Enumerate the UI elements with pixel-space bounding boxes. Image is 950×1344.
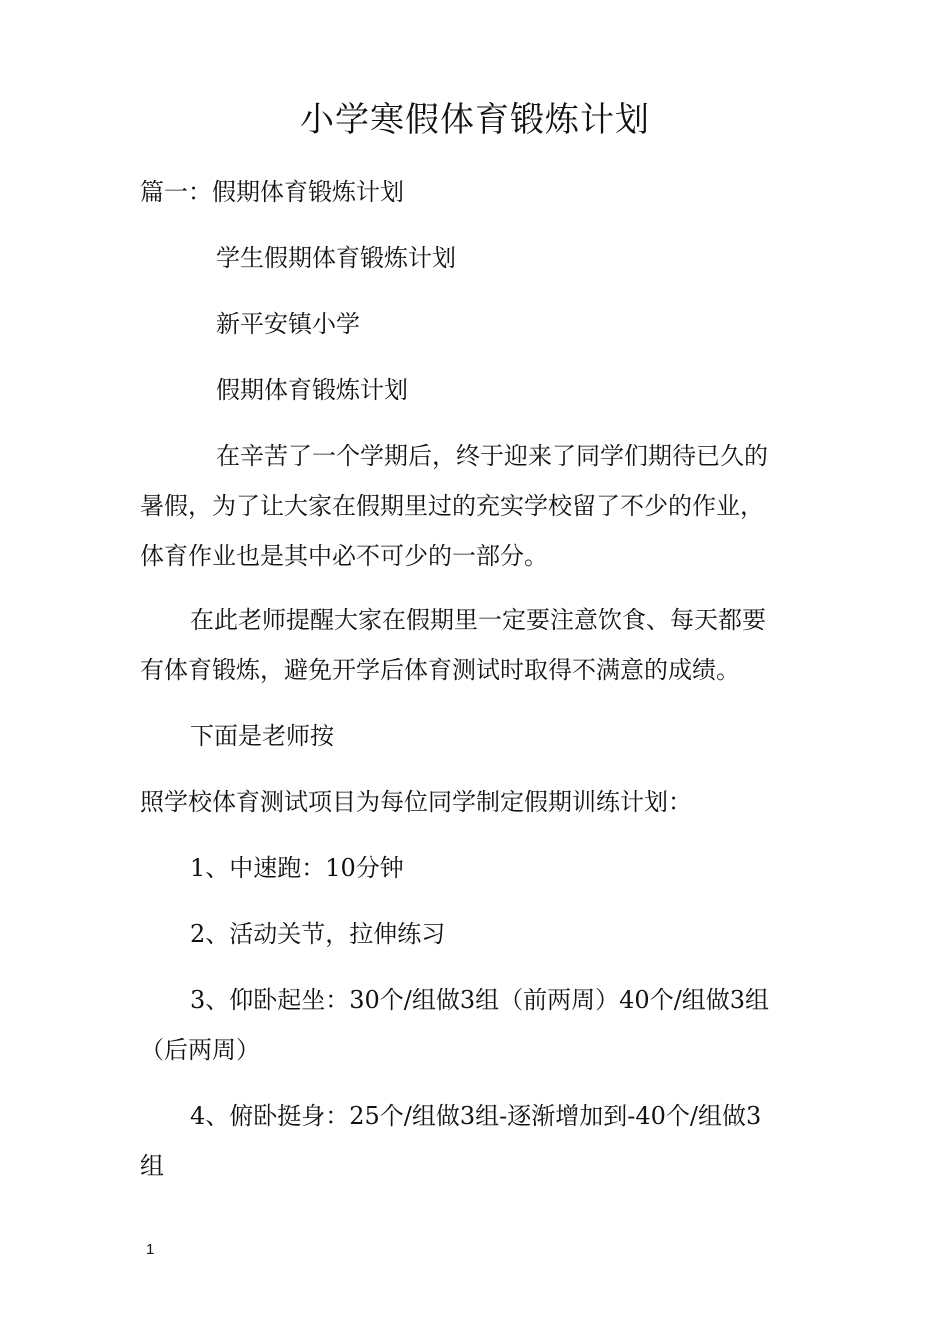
list-item-continuation: （后两周） bbox=[140, 1036, 260, 1064]
list-item: 1、中速跑：10分钟 bbox=[190, 854, 404, 882]
paragraph-line: 在辛苦了一个学期后，终于迎来了同学们期待已久的 bbox=[216, 442, 768, 470]
paragraph-line: 照学校体育测试项目为每位同学制定假期训练计划： bbox=[140, 788, 692, 816]
section-heading: 篇一：假期体育锻炼计划 bbox=[140, 178, 404, 206]
paragraph-line: 学生假期体育锻炼计划 bbox=[216, 244, 456, 272]
paragraph-line: 假期体育锻炼计划 bbox=[216, 376, 408, 404]
list-item: 3、仰卧起坐：30个/组做3组（前两周）40个/组做3组 bbox=[190, 986, 770, 1014]
paragraph-line: 暑假，为了让大家在假期里过的充实学校留了不少的作业， bbox=[140, 492, 764, 520]
paragraph-line: 有体育锻炼，避免开学后体育测试时取得不满意的成绩。 bbox=[140, 656, 740, 684]
paragraph-line: 新平安镇小学 bbox=[216, 310, 360, 338]
paragraph-line: 在此老师提醒大家在假期里一定要注意饮食、每天都要 bbox=[190, 606, 766, 634]
paragraph-line: 体育作业也是其中必不可少的一部分。 bbox=[140, 542, 548, 570]
paragraph-line: 下面是老师按 bbox=[190, 722, 334, 750]
list-item: 2、活动关节，拉伸练习 bbox=[190, 920, 446, 948]
list-item-continuation: 组 bbox=[140, 1152, 164, 1180]
list-item: 4、俯卧挺身：25个/组做3组-逐渐增加到-40个/组做3 bbox=[190, 1102, 762, 1130]
document-title: 小学寒假体育锻炼计划 bbox=[300, 100, 650, 140]
page-number: 1 bbox=[146, 1241, 155, 1258]
